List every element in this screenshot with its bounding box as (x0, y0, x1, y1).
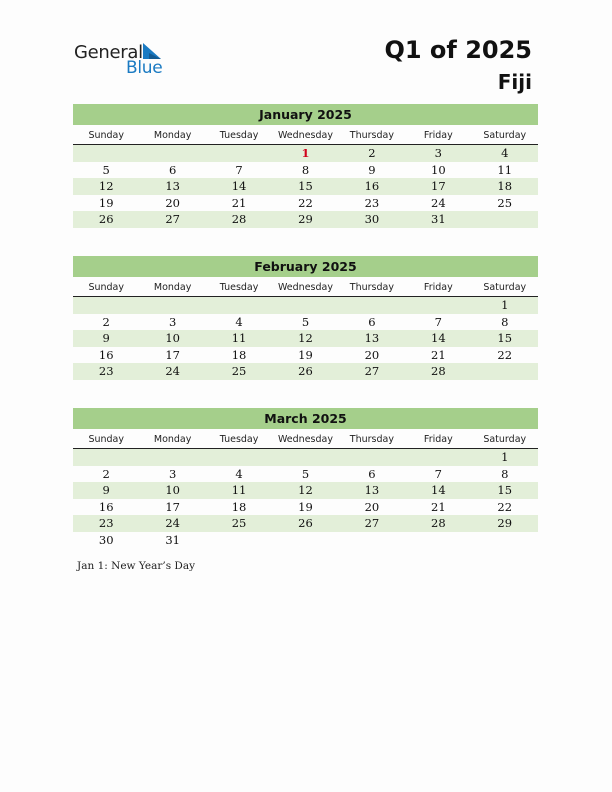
week-row (73, 297, 538, 314)
holiday-footnote: Jan 1: New Year’s Day (77, 560, 196, 572)
day-cell: 3 (168, 314, 177, 329)
day-cell: 2 (368, 146, 376, 160)
weekday-label: Tuesday (219, 434, 259, 445)
day-cell (339, 532, 405, 549)
day-cell: 11 (497, 162, 513, 177)
day-cell: 15 (497, 331, 513, 345)
weekday-label: Sunday (88, 434, 124, 445)
weekday-label: Friday (423, 282, 453, 293)
week-row (73, 449, 538, 466)
week-row (73, 178, 538, 195)
day-cell: 15 (298, 179, 313, 193)
day-cell: 8 (301, 162, 310, 177)
week-row (73, 532, 538, 549)
day-cell (405, 297, 471, 314)
day-cell: 12 (298, 331, 313, 345)
day-cell: 3 (434, 146, 442, 160)
month-calendar-march (73, 408, 538, 548)
weekday-label: Tuesday (219, 282, 259, 293)
week-row (73, 347, 538, 364)
weekday-label: Saturday (483, 130, 527, 141)
weekday-label: Thursday (349, 130, 394, 141)
day-cell (139, 297, 205, 314)
day-cell: 31 (431, 212, 446, 226)
day-cell (139, 449, 205, 466)
weekday-label: Thursday (349, 282, 394, 293)
day-cell: 22 (497, 347, 513, 362)
country-name: Fiji (497, 70, 532, 94)
day-cell (73, 297, 139, 314)
day-cell (472, 211, 538, 228)
day-cell: 14 (431, 483, 446, 497)
day-cell: 9 (368, 162, 376, 177)
day-cell (339, 449, 405, 466)
day-cell: 6 (368, 314, 376, 329)
day-cell: 17 (431, 179, 446, 193)
week-row (73, 211, 538, 228)
day-cell: 13 (165, 179, 180, 193)
day-cell: 7 (434, 314, 442, 329)
day-cell: 5 (102, 162, 110, 177)
weekday-label: Sunday (88, 130, 124, 141)
day-cell: 16 (98, 499, 114, 514)
day-cell: 17 (165, 347, 180, 362)
weekday-label: Sunday (88, 282, 124, 293)
day-cell: 18 (231, 347, 247, 362)
day-cell: 18 (231, 499, 247, 514)
day-cell (472, 532, 538, 549)
weekday-label: Thursday (349, 434, 394, 445)
day-cell: 15 (497, 483, 513, 497)
day-cell: 4 (235, 314, 243, 329)
month-title: March 2025 (73, 408, 538, 429)
week-row (73, 162, 538, 179)
day-cell: 26 (298, 516, 313, 530)
day-cell: 21 (231, 195, 247, 210)
day-cell: 24 (431, 195, 446, 210)
day-cell: 22 (298, 195, 313, 210)
week-row (73, 466, 538, 483)
day-cell: 10 (431, 162, 446, 177)
day-cell: 10 (165, 483, 180, 497)
day-cell: 28 (431, 516, 446, 530)
day-cell: 25 (497, 195, 513, 210)
logo-text-general: General (74, 42, 143, 63)
day-cell (206, 297, 272, 314)
day-cell: 20 (364, 347, 380, 362)
day-cell: 29 (298, 212, 313, 226)
day-cell: 23 (98, 516, 114, 530)
weekday-label: Wednesday (277, 130, 333, 141)
day-cell: 25 (231, 516, 247, 530)
day-cell: 30 (98, 532, 114, 547)
day-cell: 11 (231, 331, 247, 345)
week-row (73, 482, 538, 499)
day-cell: 12 (98, 179, 114, 193)
month-title: February 2025 (73, 256, 538, 277)
month-calendar-january (73, 104, 538, 228)
weekday-label: Friday (423, 434, 453, 445)
weekday-header-row (73, 127, 538, 145)
day-cell: 7 (434, 466, 442, 481)
day-cell (272, 297, 338, 314)
day-cell: 24 (165, 516, 180, 530)
day-cell: 28 (231, 212, 247, 226)
day-cell: 23 (364, 195, 380, 210)
day-cell: 30 (364, 212, 380, 226)
day-cell: 5 (301, 314, 310, 329)
week-row (73, 363, 538, 380)
generalblue-logo (74, 42, 174, 78)
day-cell: 8 (501, 314, 509, 329)
day-cell: 3 (168, 466, 177, 481)
day-cell (272, 532, 338, 549)
day-cell: 29 (497, 516, 513, 530)
day-cell: 10 (165, 331, 180, 345)
week-row (73, 515, 538, 532)
day-cell: 12 (298, 483, 313, 497)
day-cell: 18 (497, 179, 513, 193)
day-cell: 19 (298, 347, 313, 362)
day-cell: 4 (235, 466, 243, 481)
day-cell: 20 (364, 499, 380, 514)
day-cell: 14 (431, 331, 446, 345)
weekday-label: Monday (153, 130, 192, 141)
day-cell: 20 (165, 195, 180, 210)
weekday-label: Tuesday (219, 130, 259, 141)
weekday-label: Monday (153, 282, 192, 293)
month-calendar-february (73, 256, 538, 380)
weekday-label: Saturday (483, 282, 527, 293)
weekday-label: Monday (153, 434, 192, 445)
week-row (73, 195, 538, 212)
page-title: Q1 of 2025 (384, 36, 532, 64)
day-cell: 19 (98, 195, 114, 210)
weekday-label: Wednesday (277, 434, 333, 445)
week-row (73, 499, 538, 516)
day-cell: 6 (168, 162, 177, 177)
day-cell (206, 449, 272, 466)
weekday-label: Wednesday (277, 282, 333, 293)
day-cell: 1 (501, 298, 509, 312)
day-cell: 19 (298, 499, 313, 514)
day-cell (339, 297, 405, 314)
day-cell: 28 (431, 364, 446, 378)
day-cell: 25 (231, 364, 247, 378)
day-cell (206, 145, 272, 162)
day-cell: 8 (501, 466, 509, 481)
day-cell: 27 (364, 516, 380, 530)
week-row (73, 314, 538, 331)
weekday-label: Saturday (483, 434, 527, 445)
month-title: January 2025 (73, 104, 538, 125)
day-cell: 13 (364, 331, 380, 345)
day-cell (405, 449, 471, 466)
day-cell: 31 (165, 532, 180, 547)
day-cell: 6 (368, 466, 376, 481)
day-cell: 2 (102, 466, 110, 481)
week-row (73, 145, 538, 162)
day-cell: 1 (501, 450, 509, 464)
day-cell: 26 (298, 364, 313, 378)
weekday-header-row (73, 431, 538, 449)
day-cell: 16 (364, 179, 380, 193)
day-cell (139, 145, 205, 162)
weekday-label: Friday (423, 130, 453, 141)
day-cell: 9 (102, 483, 110, 497)
day-cell: 13 (364, 483, 380, 497)
week-row (73, 330, 538, 347)
day-cell: 7 (235, 162, 243, 177)
day-cell (73, 449, 139, 466)
day-cell (206, 532, 272, 549)
day-cell: 23 (98, 364, 114, 378)
day-cell: 9 (102, 331, 110, 345)
day-cell: 5 (301, 466, 310, 481)
weekday-header-row (73, 279, 538, 297)
day-cell: 21 (431, 499, 446, 514)
day-cell (405, 532, 471, 549)
day-cell: 11 (231, 483, 247, 497)
day-cell: 14 (231, 179, 247, 193)
day-cell: 16 (98, 347, 114, 362)
day-cell (73, 145, 139, 162)
day-cell: 2 (102, 314, 110, 329)
day-cell: 4 (501, 146, 509, 160)
day-cell: 21 (431, 347, 446, 362)
day-cell: 22 (497, 499, 513, 514)
day-cell: 17 (165, 499, 180, 514)
logo-text-blue: Blue (126, 58, 163, 78)
day-cell (472, 363, 538, 380)
day-cell: 27 (364, 364, 380, 378)
day-cell: 27 (165, 212, 180, 226)
day-cell: 26 (98, 212, 114, 226)
day-cell (272, 449, 338, 466)
day-cell: 1 (301, 146, 310, 160)
day-cell: 24 (165, 364, 180, 378)
